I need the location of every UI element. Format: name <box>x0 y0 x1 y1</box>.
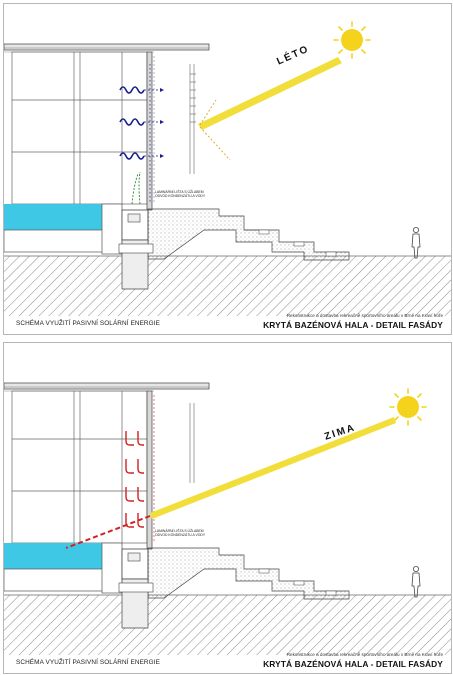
facade-column <box>147 391 154 549</box>
shading-louvers <box>190 64 196 174</box>
glass-facade <box>12 52 147 204</box>
caption-project: Rekonstrukce a dostavba rekreačně sportovního areálu v Brně na Kraví hoře <box>286 313 443 318</box>
reflected-rays <box>200 100 230 160</box>
air-flow-arrows <box>132 172 140 204</box>
person-silhouette-icon <box>412 566 420 597</box>
roof-structure <box>4 44 209 52</box>
heat-return-arrow-icon <box>126 431 144 527</box>
season-label: LÉTO <box>275 43 312 68</box>
facade-column <box>147 52 154 210</box>
sun-ray <box>198 57 342 130</box>
caption-left: SCHÉMA VYUŽITÍ PASIVNÍ SOLÁRNÍ ENERGIE <box>16 659 160 666</box>
annotation-line2: ODVOD KONDENZÁTU A VODY <box>155 533 206 537</box>
annotation-line1: LAMINÁRNÍ LIŠTA S ÚŽLABEM <box>155 190 204 194</box>
annotation-line1: LAMINÁRNÍ LIŠTA S ÚŽLABEM <box>155 529 204 533</box>
summer-diagram-panel <box>3 3 452 335</box>
caption-project: Rekonstrukce a dostavba rekreačně sportovního areálu v Brně na Kraví hoře <box>286 652 443 657</box>
summer-section-drawing <box>4 4 451 334</box>
winter-diagram-panel <box>3 342 452 674</box>
caption-left: SCHÉMA VYUŽITÍ PASIVNÍ SOLÁRNÍ ENERGIE <box>16 320 160 327</box>
roof-structure <box>4 383 209 391</box>
glass-facade <box>12 391 147 543</box>
winter-section-drawing <box>4 343 451 673</box>
shading-louvers <box>190 403 194 483</box>
sun-ray <box>150 417 396 519</box>
season-label: ZIMA <box>323 422 358 443</box>
sun-icon <box>390 389 426 425</box>
annotation-line2: ODVOD KONDENZÁTU A VODY <box>155 194 206 198</box>
ground-hatch <box>4 256 451 316</box>
caption-title: KRYTÁ BAZÉNOVÁ HALA - DETAIL FASÁDY <box>263 320 443 330</box>
person-silhouette-icon <box>412 227 420 258</box>
ground-hatch <box>4 595 451 655</box>
heat-wave-icon <box>120 87 144 159</box>
caption-title: KRYTÁ BAZÉNOVÁ HALA - DETAIL FASÁDY <box>263 659 443 669</box>
sun-icon <box>334 22 370 58</box>
